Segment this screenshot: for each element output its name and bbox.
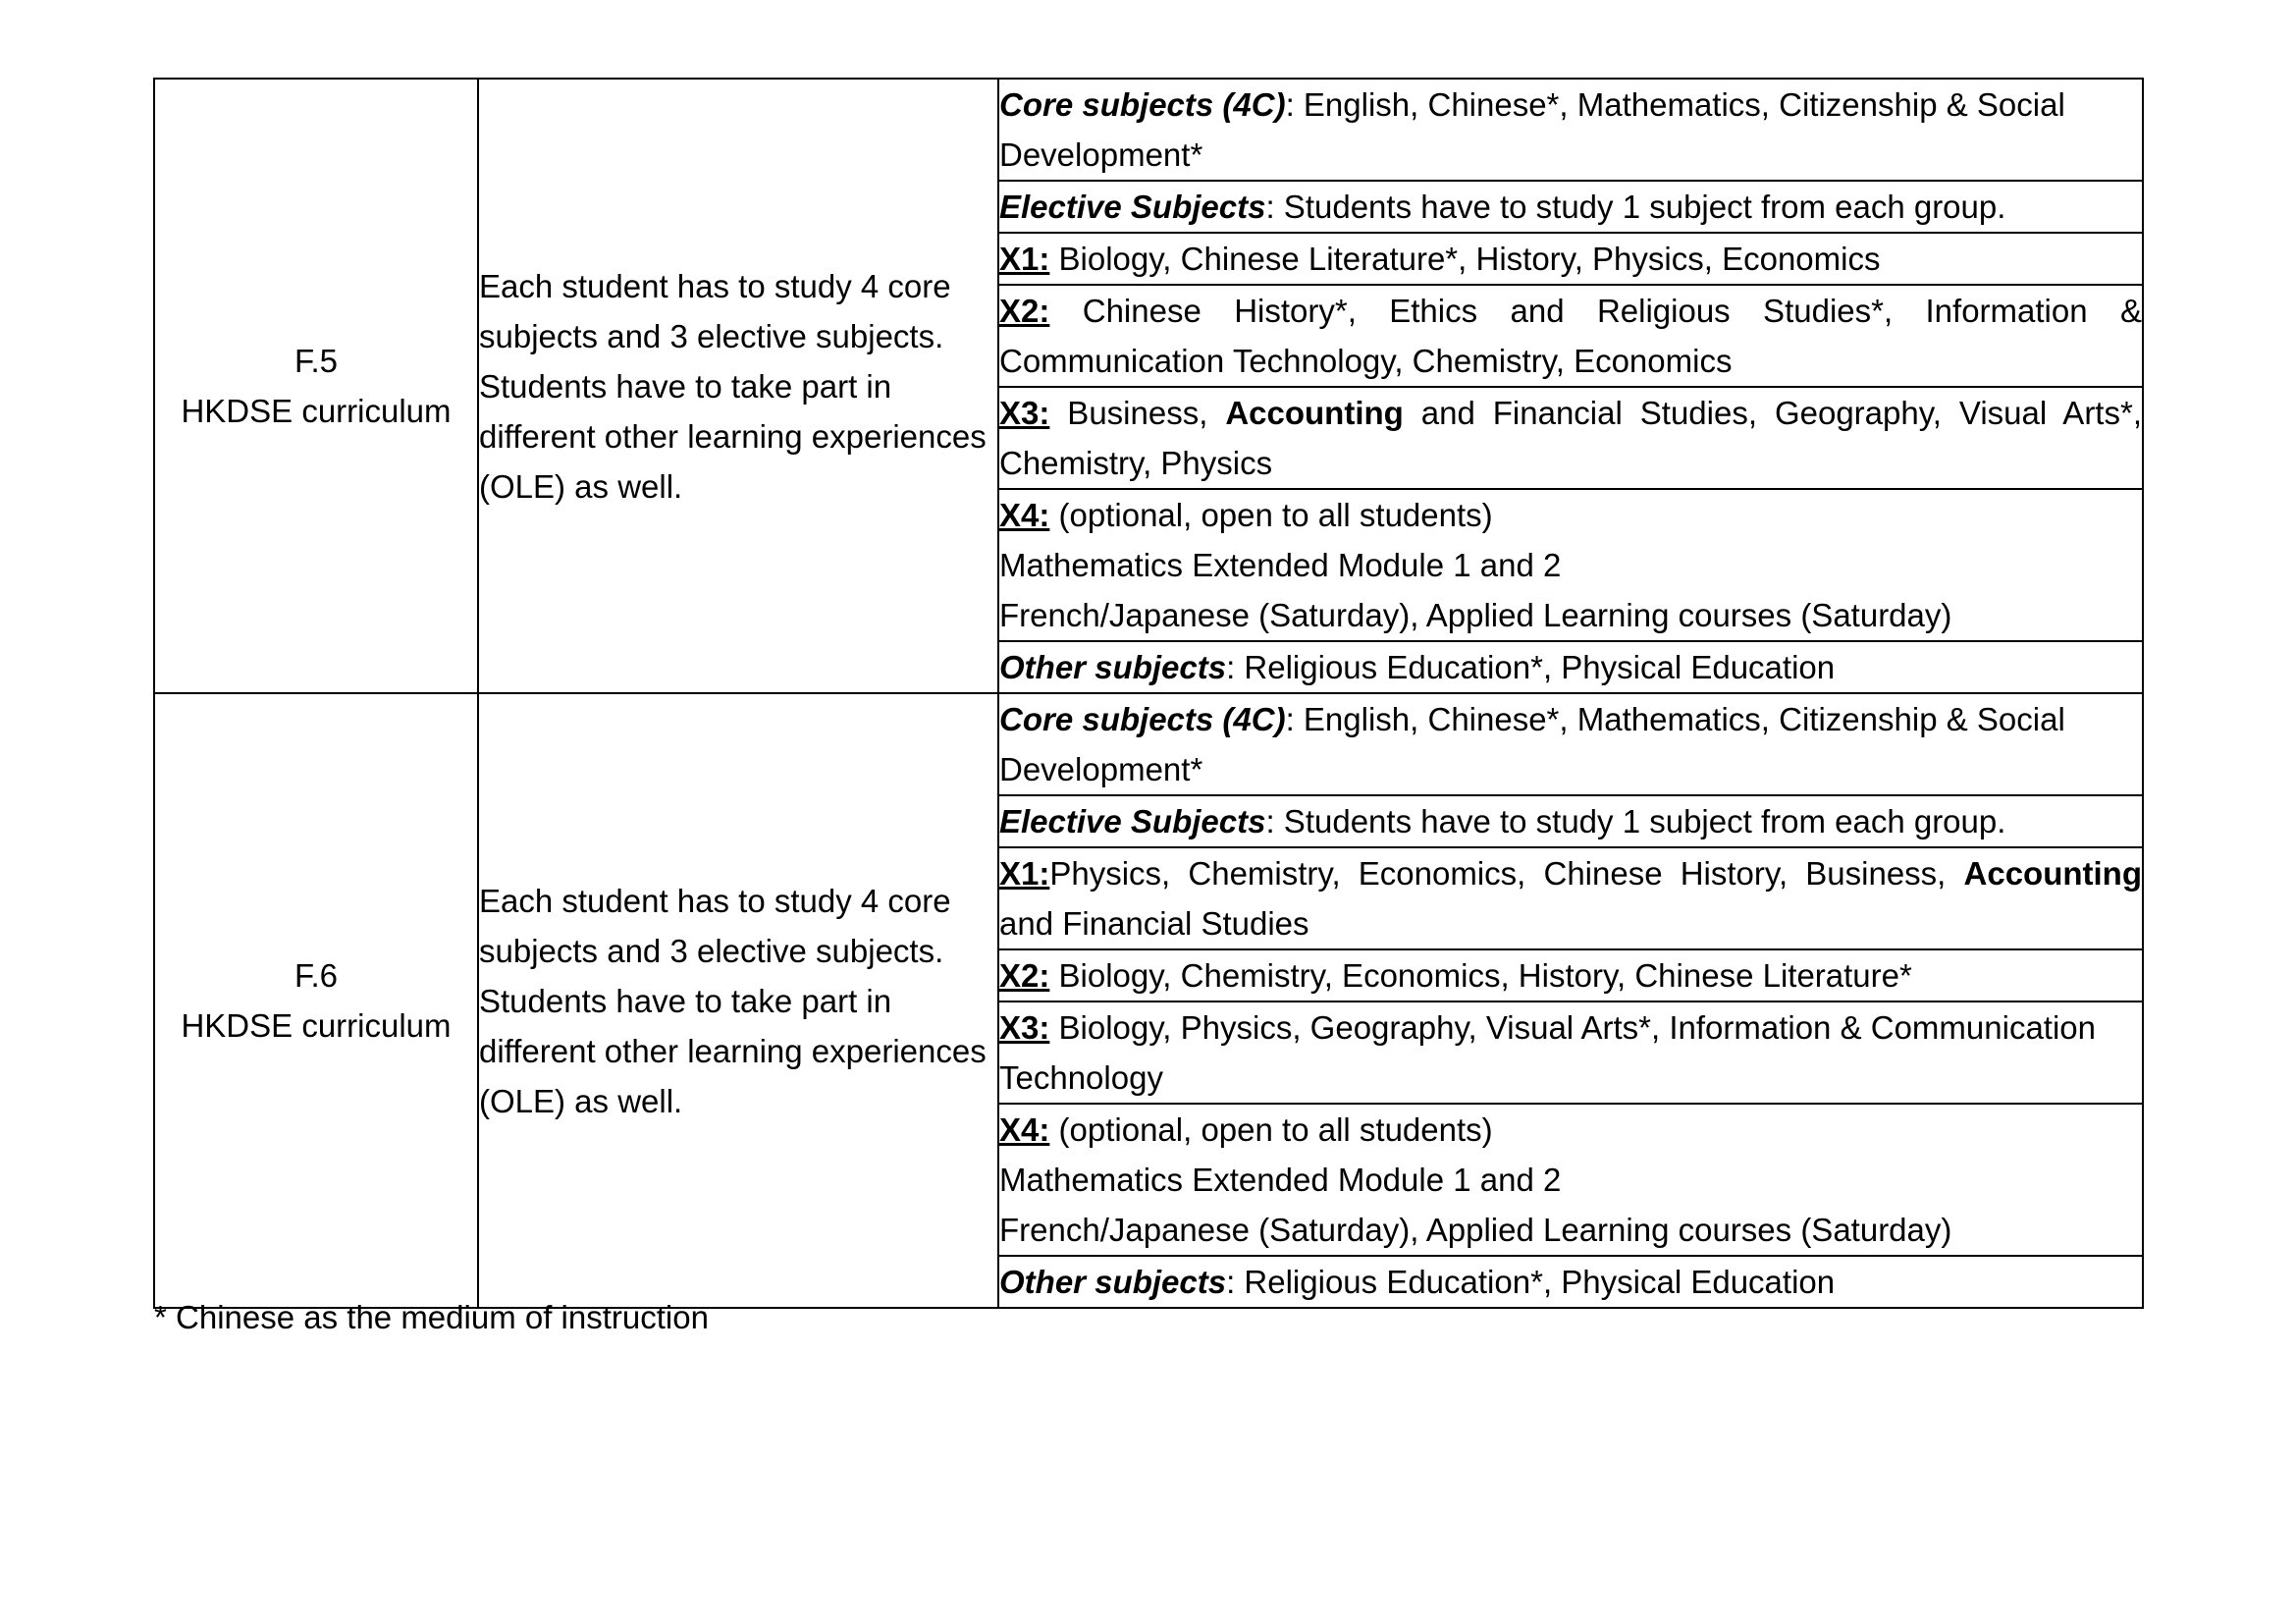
- group-x4-line2: Mathematics Extended Module 1 and 2: [999, 1162, 1562, 1198]
- core-subjects-cell: [998, 79, 2143, 181]
- group-x1-text-end: and Financial Studies: [999, 905, 1309, 942]
- core-subjects-cell: [998, 693, 2143, 795]
- table-row: [154, 79, 2143, 181]
- group-x3-label: X3:: [999, 395, 1050, 431]
- form-label: F.6: [294, 957, 339, 994]
- core-subjects-text: : English, Chinese*, Mathematics, Citizenship & Social Development*: [999, 86, 2065, 173]
- form-cell-f6: [154, 693, 478, 1308]
- group-x1-cell: [998, 847, 2143, 949]
- group-x1-bold-text: Accounting: [1963, 855, 2142, 892]
- core-subjects-label: Core subjects (4C): [999, 701, 1286, 737]
- group-x4-label: X4:: [999, 497, 1050, 533]
- elective-subjects-cell: [998, 795, 2143, 847]
- group-x3-cell: [998, 1001, 2143, 1104]
- other-subjects-label: Other subjects: [999, 1264, 1227, 1300]
- table-row: [154, 693, 2143, 795]
- group-x4-text: (optional, open to all students): [1049, 1111, 1493, 1148]
- core-subjects-text: : English, Chinese*, Mathematics, Citizenship & Social Development*: [999, 701, 2065, 787]
- group-x3-text: Biology, Physics, Geography, Visual Arts*, Information & Communication Technology: [999, 1009, 2097, 1096]
- group-x4-cell: [998, 1104, 2143, 1256]
- group-x4-line1: [999, 1105, 2142, 1155]
- group-x3-text-end: and Financial Studies, Geography, Visual Arts*, Chemistry, Physics: [999, 395, 2142, 481]
- group-x2-text: Chinese History*, Ethics and Religious Studies*, Information & Communication Technology, Chemistry, Economics: [999, 293, 2142, 379]
- group-x1-label: X1:: [999, 855, 1050, 892]
- curriculum-label: HKDSE curriculum: [181, 1007, 452, 1044]
- footnote: * Chinese as the medium of instruction: [154, 1299, 709, 1335]
- group-x2-label: X2:: [999, 293, 1050, 329]
- core-subjects-label: Core subjects (4C): [999, 86, 1286, 123]
- group-x4-cell: [998, 489, 2143, 641]
- group-x4-line1: [999, 490, 2142, 540]
- form-cell-f5: [154, 79, 478, 693]
- other-subjects-cell: [998, 1256, 2143, 1308]
- group-x2-cell: [998, 949, 2143, 1001]
- group-x1-text: Biology, Chinese Literature*, History, Physics, Economics: [1049, 241, 1881, 277]
- group-x4-line3: French/Japanese (Saturday), Applied Learning courses (Saturday): [999, 597, 1952, 633]
- group-x3-cell: [998, 387, 2143, 489]
- group-x3-text: Business,: [1049, 395, 1226, 431]
- elective-subjects-label: Elective Subjects: [999, 803, 1266, 839]
- group-x3-label: X3:: [999, 1009, 1050, 1046]
- other-subjects-label: Other subjects: [999, 649, 1227, 685]
- other-subjects-text: : Religious Education*, Physical Education: [1226, 1264, 1836, 1300]
- elective-subjects-text: : Students have to study 1 subject from each group.: [1265, 189, 2006, 225]
- group-x1-cell: [998, 233, 2143, 285]
- group-x1-label: X1:: [999, 241, 1050, 277]
- curriculum-label: HKDSE curriculum: [181, 393, 452, 429]
- group-x4-line3: French/Japanese (Saturday), Applied Learning courses (Saturday): [999, 1212, 1952, 1248]
- group-x4-label: X4:: [999, 1111, 1050, 1148]
- elective-subjects-label: Elective Subjects: [999, 189, 1266, 225]
- group-x3-bold-text: Accounting: [1225, 395, 1404, 431]
- form-label: F.5: [294, 343, 339, 379]
- group-x2-text: Biology, Chemistry, Economics, History, Chinese Literature*: [1049, 957, 1912, 994]
- description-cell: Each student has to study 4 core subjects and 3 elective subjects. Students have to take part in different other learning experiences (OLE) as well.: [478, 693, 998, 1308]
- elective-subjects-text: : Students have to study 1 subject from each group.: [1265, 803, 2006, 839]
- other-subjects-cell: [998, 641, 2143, 693]
- group-x2-label: X2:: [999, 957, 1050, 994]
- description-cell: Each student has to study 4 core subjects and 3 elective subjects. Students have to take part in different other learning experiences (OLE) as well.: [478, 79, 998, 693]
- other-subjects-text: : Religious Education*, Physical Education: [1226, 649, 1836, 685]
- group-x4-text: (optional, open to all students): [1049, 497, 1493, 533]
- elective-subjects-cell: [998, 181, 2143, 233]
- curriculum-table: [153, 78, 2144, 1309]
- group-x2-cell: [998, 285, 2143, 387]
- group-x1-text: Physics, Chemistry, Economics, Chinese History, Business,: [1049, 855, 1964, 892]
- group-x4-line2: Mathematics Extended Module 1 and 2: [999, 547, 1562, 583]
